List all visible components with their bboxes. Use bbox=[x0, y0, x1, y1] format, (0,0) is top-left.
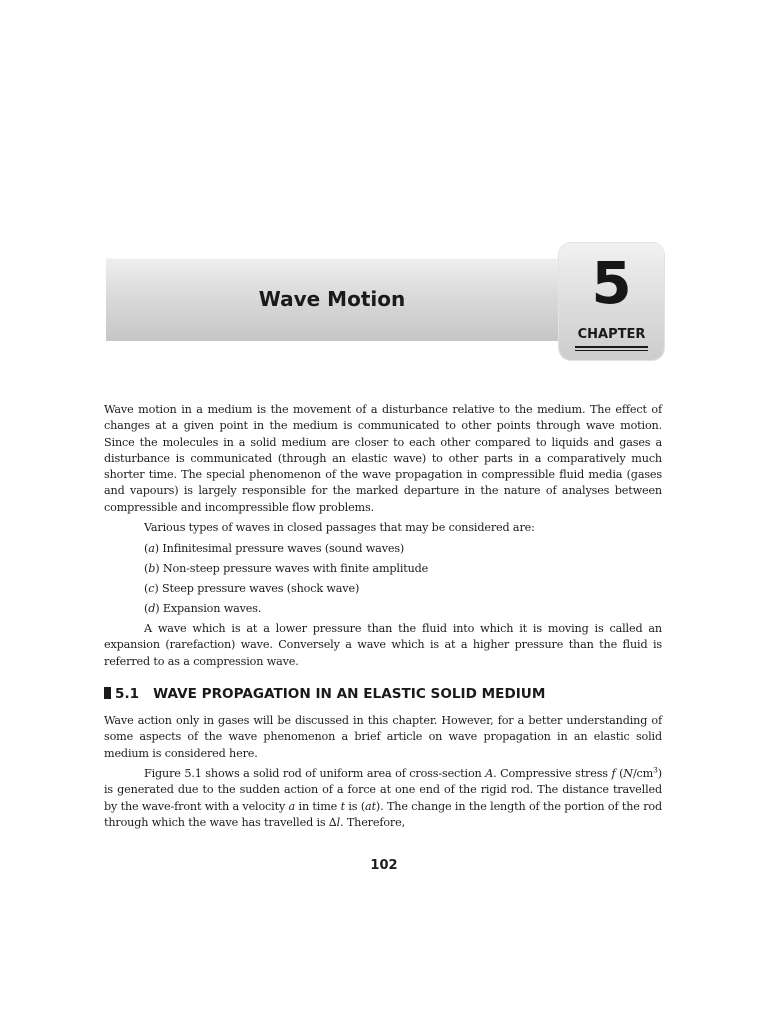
figure-paragraph: Figure 5.1 shows a solid rod of uniform area of cross-section A. Compressive stress f $(N/cm^3)$ is generated due to the sudden action of a force at one end of the rigid rod. The distance travelled by the wave-front with a velocity a in time t is (at). The change in the length of the portion of the rod through which the wave has travelled is ∆l. Therefore, bbox=[104, 765, 663, 829]
section-number: 5.1 bbox=[115, 686, 140, 702]
page-number: 102 bbox=[370, 858, 398, 873]
chapter-underline-thin bbox=[575, 350, 648, 351]
list-item: (b) Non-steep pressure waves with finite amplitude bbox=[144, 561, 429, 575]
section-paragraph: Wave action only in gases will be discussed in this chapter. However, for a better understanding of some aspects of the wave phenomenon a brief article on wave propagation in an elastic solid medium is considered here. bbox=[104, 714, 662, 760]
chapter-number: 5 bbox=[591, 249, 632, 317]
chapter-label: CHAPTER bbox=[577, 327, 646, 342]
chapter-title-banner bbox=[106, 258, 558, 341]
section-paragraph-block bbox=[104, 713, 662, 762]
list-item: (d) Expansion waves. bbox=[144, 601, 262, 615]
wave-types-lead: Various types of waves in closed passages that may be considered are: bbox=[144, 521, 535, 534]
wave-types-list bbox=[104, 541, 662, 621]
intro-paragraph: Wave motion in a medium is the movement of a disturbance relative to the medium. The effect of changes at a given point in the medium is communicated to other points through wave motion. Since the molecules in a solid medium are closer to each other compared to liquids and gases a disturbance is communicated (through an elastic wave) to other parts in a comparatively much shorter time. The special phenomenon of the wave propagation in compressible fluid media (gases and vapours) is largely responsible for the marked departure in the nature of analyses between compressible and incompressible flow problems. bbox=[104, 403, 662, 514]
list-item: (a) Infinitesimal pressure waves (sound waves) bbox=[144, 542, 405, 555]
section-heading bbox=[104, 686, 545, 702]
figure-paragraph-block bbox=[104, 766, 662, 831]
definition-block bbox=[104, 621, 662, 670]
list-item: (c) Steep pressure waves (shock wave) bbox=[144, 581, 360, 595]
section-title: WAVE PROPAGATION IN AN ELASTIC SOLID MEDIUM bbox=[153, 686, 546, 702]
definition-paragraph: A wave which is at a lower pressure than the fluid into which it is moving is called an expansion (rarefaction) wave. Conversely a wave which is at a higher pressure than the fluid is referred to as a compression wave. bbox=[104, 622, 662, 668]
section-marker-icon bbox=[104, 687, 111, 699]
chapter-number-box bbox=[559, 243, 664, 360]
chapter-title: Wave Motion bbox=[258, 287, 406, 311]
types-lead-block bbox=[104, 520, 662, 536]
chapter-underline bbox=[575, 346, 648, 348]
intro-paragraph-block bbox=[104, 402, 662, 516]
